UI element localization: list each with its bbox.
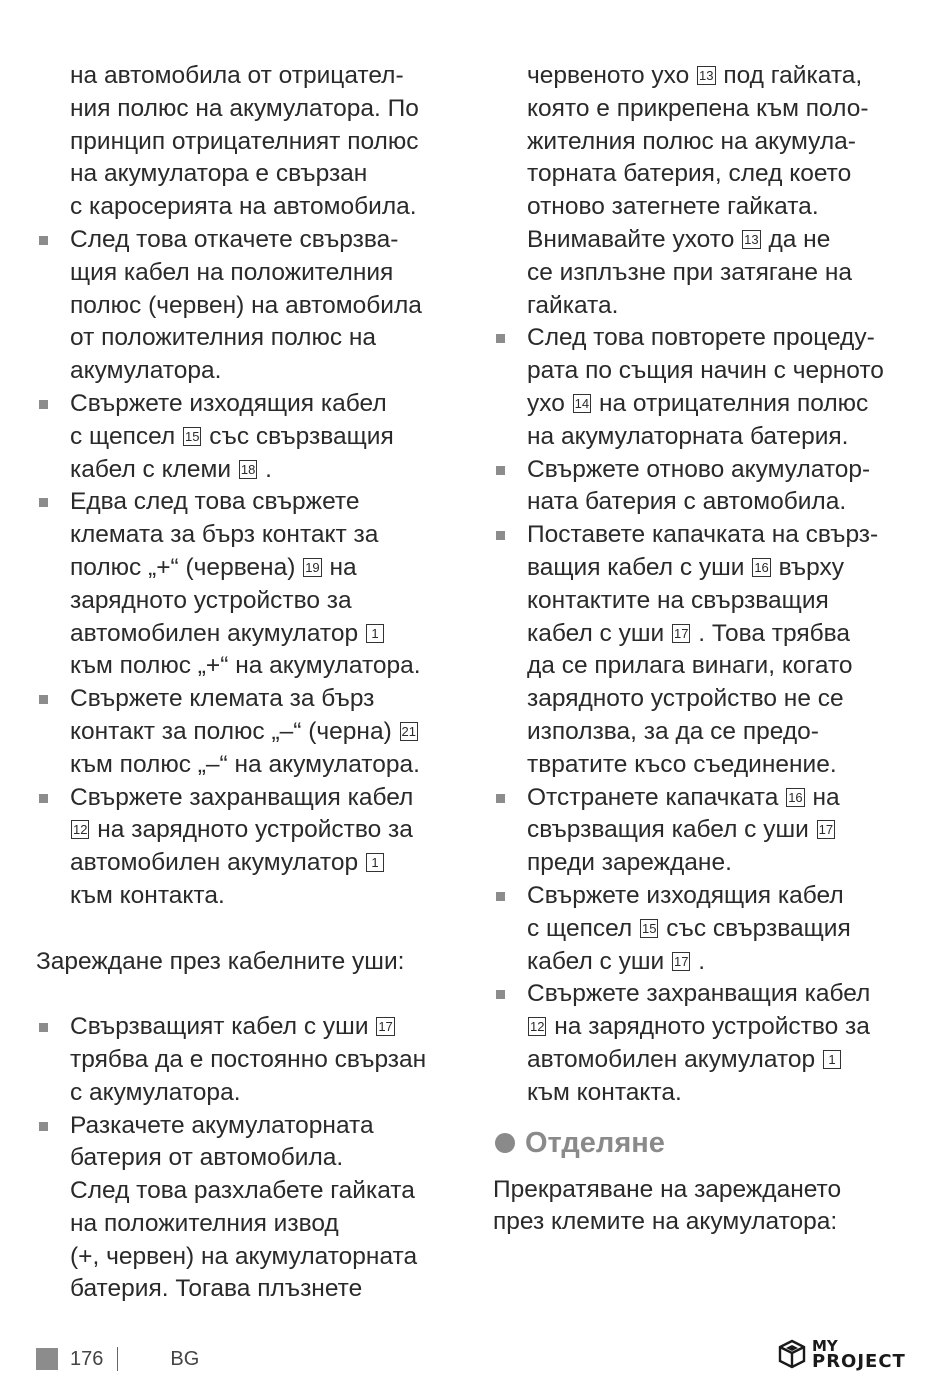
- paragraph: [493, 1174, 923, 1240]
- bullet-item: [493, 782, 923, 880]
- text-line: кабел с клеми 18 .: [70, 455, 272, 483]
- reference-number: 1: [366, 853, 384, 872]
- reference-number: 16: [754, 559, 769, 575]
- text-line: да се прилага винаги, когато: [527, 652, 853, 680]
- text-line: зарядното устройство не се: [527, 685, 844, 713]
- text-line: Свържете клемата за бърз: [36, 683, 468, 716]
- text-line: трябва да е постоянно свързан: [70, 1045, 427, 1073]
- page-footer: [36, 1346, 199, 1372]
- text-line: през клемите на акумулатора:: [493, 1208, 838, 1236]
- text-line: полюс „+“ (червена) 19 на: [70, 553, 357, 581]
- text-line: към полюс „+“ на акумулатора.: [70, 652, 421, 680]
- text-line: контакт за полюс „–“ (черна) 21: [70, 717, 417, 745]
- page-number: 176: [70, 1347, 104, 1370]
- text-line: ния полюс на акумулатора. По: [70, 94, 419, 122]
- footer-square-icon: [36, 1348, 58, 1370]
- text-line: с акумулатора.: [70, 1078, 241, 1106]
- reference-number: 1: [366, 624, 384, 643]
- reference-number: 19: [305, 559, 320, 575]
- text-line: Едва след това свържете: [36, 486, 468, 519]
- text-line: Внимавайте ухото 13 да не: [527, 225, 831, 253]
- text-line: с щепсел 15 със свързващия: [527, 914, 851, 942]
- text-line: батерия от автомобила.: [70, 1144, 344, 1172]
- text-line: гайката.: [527, 291, 619, 319]
- reference-number: 12: [530, 1019, 545, 1035]
- reference-number: 1: [823, 1050, 841, 1069]
- text-line: към полюс „–“ на акумулатора.: [70, 750, 420, 778]
- reference-number: 12: [73, 822, 88, 838]
- text-line: Свържете захранващия кабел: [36, 782, 468, 815]
- text-line: автомобилен акумулатор 1: [36, 847, 468, 880]
- bullet-item: [493, 880, 923, 978]
- text-line: Разкачете акумулаторната: [36, 1110, 468, 1143]
- text-line: твратите късо съединение.: [527, 750, 837, 778]
- text-line: от положителния полюс на: [70, 324, 377, 352]
- text-line: жителния полюс на акумула-: [527, 127, 856, 155]
- text-line: се изплъзне при затягане на: [527, 258, 853, 286]
- reference-number: 14: [574, 395, 590, 411]
- text-line: с каросерията на автомобила.: [70, 193, 417, 221]
- text-line: След това откачете свързва-: [36, 224, 468, 257]
- text-line: свързващия кабел с уши 17: [527, 816, 834, 844]
- bullet-item: [36, 683, 468, 781]
- text-line: батерия. Тогава плъзнете: [70, 1275, 363, 1303]
- text-line: 12 на зарядното устройство за: [530, 1013, 870, 1041]
- bullet-item: [36, 1011, 468, 1109]
- text-line: ухо 14 на отрицателния полюс: [527, 389, 869, 417]
- language-code: BG: [170, 1347, 200, 1370]
- reference-number: 17: [378, 1019, 393, 1035]
- text-line: към контакта.: [70, 881, 225, 909]
- section-heading: Отделяне: [493, 1124, 923, 1162]
- bullet-item: [36, 224, 468, 388]
- text-line: Прекратяване на зареждането: [493, 1175, 842, 1203]
- text-line: ващия кабел с уши 16 върху: [527, 553, 844, 581]
- reference-number: 15: [642, 920, 657, 936]
- text-line: Свържете отново акумулатор-: [493, 454, 923, 487]
- reference-number: 16: [788, 789, 803, 805]
- bullet-item: [493, 322, 923, 453]
- text-line: След това разхлабете гайката: [70, 1177, 415, 1205]
- text-line: кабел с уши 17 .: [527, 947, 706, 975]
- reference-number: 15: [185, 428, 200, 444]
- subheading: Зареждане през кабелните уши:: [36, 947, 405, 975]
- continued-paragraph: [36, 60, 468, 224]
- text-line: акумулатора.: [70, 357, 222, 385]
- text-line: контактите на свързващия: [527, 586, 829, 614]
- right-column: [493, 60, 923, 1239]
- text-line: Свързващият кабел с уши 17: [36, 1011, 468, 1044]
- text-line: на акумулатора е свързан: [70, 160, 368, 188]
- text-line: Свържете захранващия кабел: [493, 978, 923, 1011]
- bullet-item: [36, 486, 468, 683]
- text-line: Поставете капачката на свърз-: [493, 519, 923, 552]
- cube-logo-icon: [778, 1339, 806, 1369]
- logo-wordmark: MY PROJECT: [812, 1337, 906, 1372]
- bullet-item: [493, 978, 923, 1109]
- reference-number: 17: [674, 953, 689, 969]
- text-line: на акумулаторната батерия.: [527, 422, 849, 450]
- text-line: с щепсел 15 със свързващия: [70, 422, 394, 450]
- reference-number: 13: [699, 68, 714, 83]
- text-line: полюс (червен) на автомобила: [70, 291, 422, 319]
- bullet-item: [493, 454, 923, 520]
- text-line: След това повторете процеду-: [493, 322, 923, 355]
- text-line: принцип отрицателният полюс: [70, 127, 419, 155]
- bullet-item: [36, 782, 468, 913]
- text-line: преди зареждане.: [527, 849, 732, 877]
- footer-divider: [117, 1347, 118, 1371]
- text-line: към контакта.: [527, 1078, 682, 1106]
- text-line: червеното ухо 13 под гайката,: [527, 62, 863, 89]
- text-line: клемата за бърз контакт за: [70, 521, 379, 549]
- text-line: автомобилен акумулатор 1: [493, 1044, 923, 1077]
- reference-number: 21: [401, 723, 417, 739]
- text-line: Свържете изходящия кабел: [493, 880, 923, 913]
- text-line: торната батерия, след което: [527, 160, 852, 188]
- bullet-dot-icon: [495, 1133, 515, 1153]
- text-line: Отстранете капачката 16 на: [493, 782, 923, 815]
- text-line: щия кабел на положителния: [70, 258, 394, 286]
- text-line: автомобилен акумулатор 1: [36, 618, 468, 651]
- text-line: използва, за да се предо-: [527, 717, 819, 745]
- text-line: зарядното устройство за: [70, 586, 352, 614]
- text-line: кабел с уши 17 . Това трябва: [527, 619, 850, 647]
- text-line: на положителния извод: [70, 1209, 339, 1237]
- bullet-item: [493, 519, 923, 781]
- reference-number: 17: [818, 822, 834, 838]
- text-line: Свържете изходящия кабел: [36, 388, 468, 421]
- bullet-item: [36, 388, 468, 486]
- text-line: рата по същия начин с черното: [527, 357, 884, 385]
- reference-number: 17: [674, 625, 689, 641]
- text-line: отново затегнете гайката.: [527, 193, 819, 221]
- reference-number: 18: [240, 461, 256, 477]
- text-line: ната батерия с автомобила.: [527, 488, 847, 516]
- reference-number: 13: [744, 231, 759, 247]
- left-column: [36, 60, 468, 1306]
- text-line: 12 на зарядното устройство за: [73, 816, 413, 844]
- text-line: на автомобила от отрицател-: [70, 62, 404, 89]
- bullet-item: [36, 1110, 468, 1307]
- brand-logo: [778, 1336, 906, 1372]
- text-line: (+, червен) на акумулаторната: [70, 1242, 418, 1270]
- continued-paragraph: [493, 60, 923, 322]
- text-line: която е прикрепена към поло-: [527, 94, 869, 122]
